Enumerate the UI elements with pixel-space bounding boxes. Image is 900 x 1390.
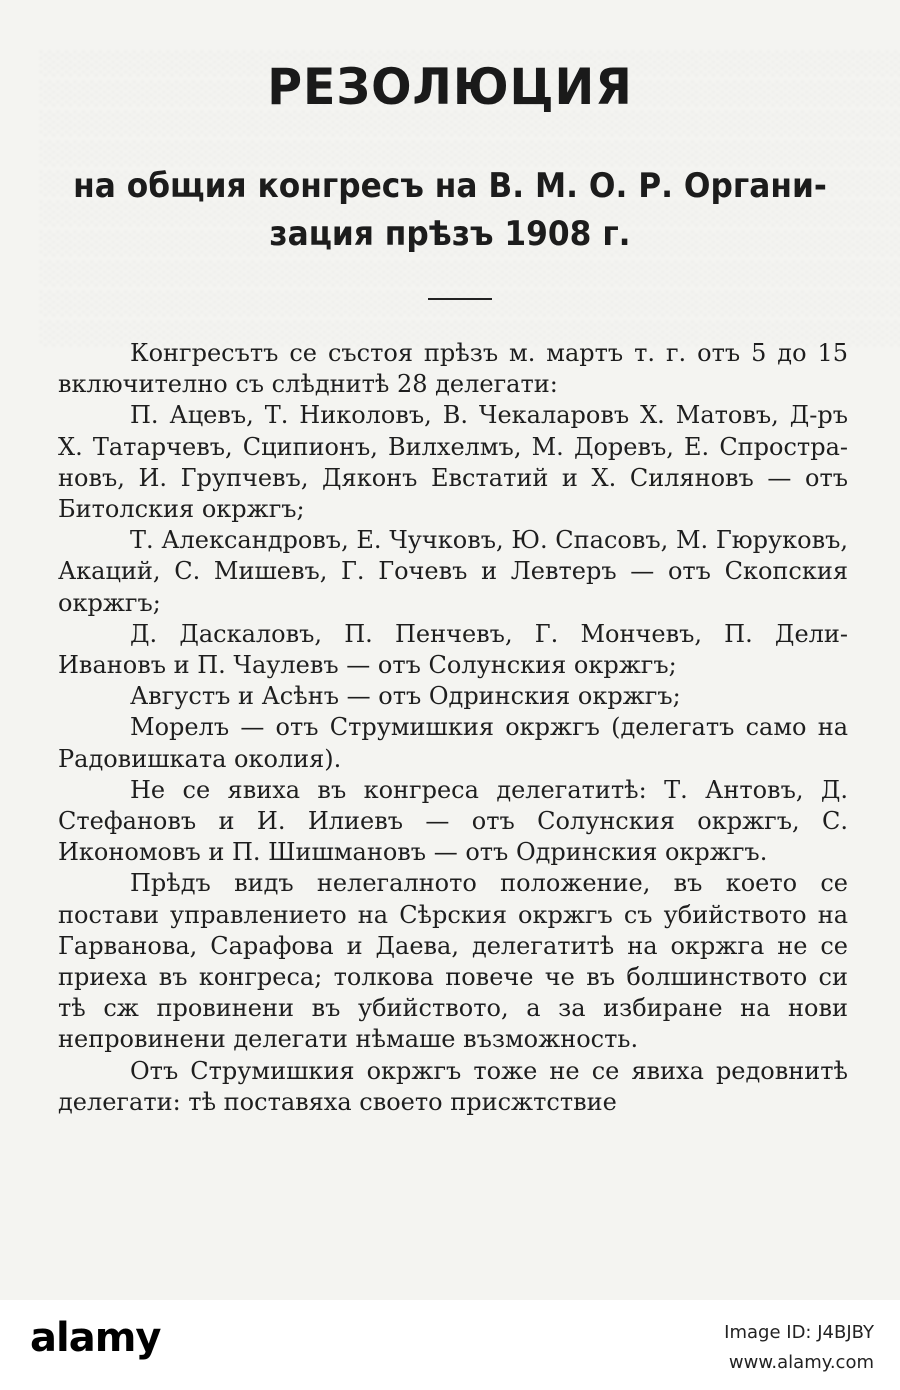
paragraph: Д. Даскаловъ, П. Пенчевъ, Г. Мончевъ, П. Дели-Ивановъ и П. Чаулевъ — отъ Солунския окржгъ; [58,619,848,680]
document-body [58,338,848,1118]
subtitle-line-1: на общия конгресъ на В. М. О. Р. Органи- [73,166,827,206]
paragraph: Прѣдъ видъ нелегалното положение, въ което се постави управлението на Сѣрския окржгъ съ убийството на Гарванова, Сарафова и Даева, делегатитѣ на окржга не се приеха въ конгреса; толкова повече че въ болшинството си тѣ сж провинени въ убийството, а за избиране на нови непровинени делегати нѣмаше възможность. [58,869,848,1054]
paragraph: Морелъ — отъ Струмишкия окржгъ (делегатъ само на Радовишката околия). [58,713,848,773]
document-subtitle [36,162,864,258]
paragraph: Отъ Струмишкия окржгъ тоже не се явиха редовнитѣ делегати: тѣ поставяха своето присжтствие [58,1056,848,1116]
site-url: www.alamy.com [728,1352,874,1373]
paragraph: Августъ и Асѣнъ — отъ Одринския окржгъ; [130,682,681,711]
document-title: РЕЗОЛЮЦИЯ [267,58,633,116]
paragraph: П. Ацевъ, Т. Николовъ, В. Чекаларовъ Х. Матовъ, Д-ръ Х. Татарчевъ, Сципионъ, Вилхелмъ, М. Доревъ, Е. Спространовъ, И. Групчевъ, Дяконъ Евстатий и Х. Силяновъ — отъ Битолския окржгъ; [58,401,848,524]
paragraph: Не се явиха въ конгреса делегатитѣ: Т. Антовъ, Д. Стефановъ и И. Илиевъ — отъ Солунския окржгъ, С. Икономовъ и П. Шишмановъ — отъ Одринския окржгъ. [58,775,848,867]
paragraph: Т. Александровъ, Е. Чучковъ, Ю. Спасовъ, М. Гюруковъ, Акаций, С. Мишевъ, Г. Гочевъ и Левтеръ — отъ Скопския окржгъ; [58,526,848,617]
alamy-logo: alamy [30,1315,161,1361]
image-id-label: Image ID: J4BJBY [724,1322,874,1343]
subtitle-line-2: зация прѣзъ 1908 г. [269,214,631,254]
paragraph: Конгресътъ се състоя прѣзъ м. мартъ т. г. отъ 5 до 15 включително съ слѣднитѣ 28 делегати: [58,339,848,399]
title-divider [428,298,492,300]
